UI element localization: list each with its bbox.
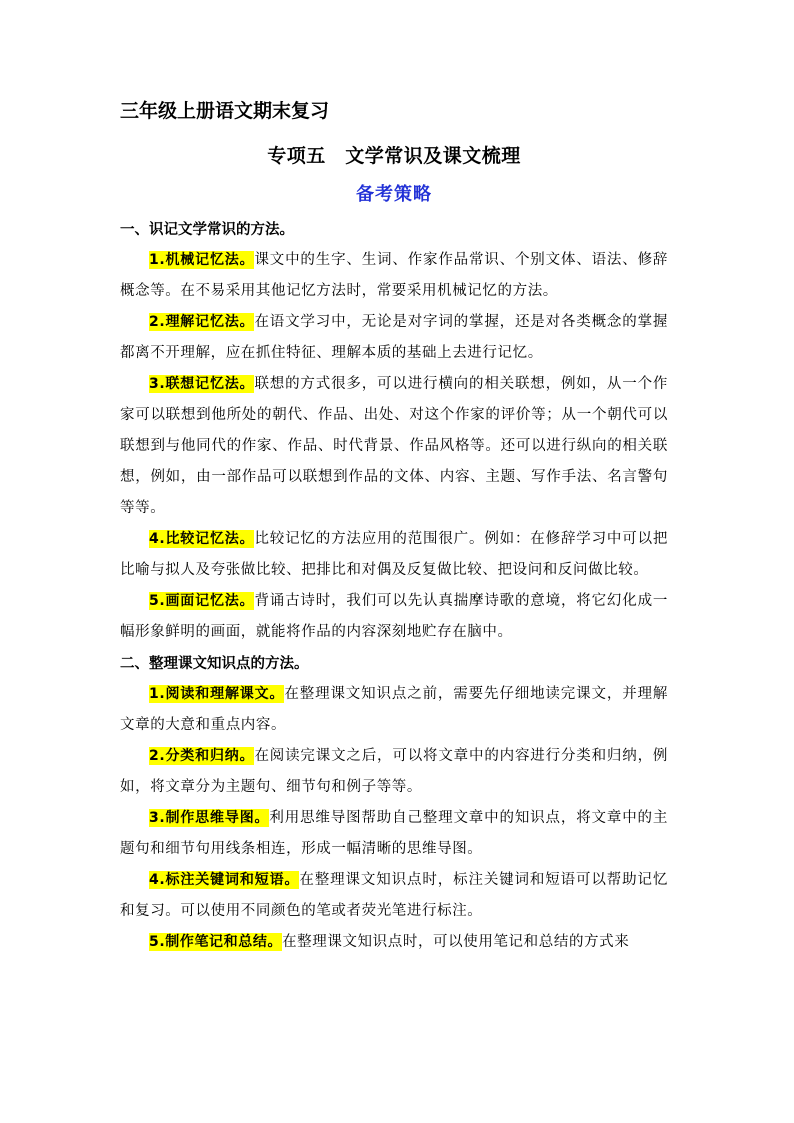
- method-text: 利用思维导图帮助自己整理文章中的知识点，将文章中的主题句和细节句用线条相连，形成一幅清晰的思维导图。: [120, 810, 668, 857]
- part1-item: [120, 245, 668, 307]
- method-text: 在语文学习中，无论是对字词的掌握，还是对各类概念的掌握都离不开理解，应在抓住特征、理解本质的基础上去进行记忆。: [120, 314, 668, 361]
- part1-item: [120, 586, 668, 648]
- method-text: 在阅读完课文之后，可以将文章中的内容进行分类和归纳，例如，将文章分为主题句、细节句和例子等等。: [120, 748, 668, 795]
- method-text: 联想的方式很多，可以进行横向的相关联想，例如，从一个作家可以联想到他所处的朝代、作品、出处、对这个作家的评价等；从一个朝代可以联想到与他同代的作家、作品、时代背景、作品风格等。还可以进行纵向的相关联想，例如，由一部作品可以联想到作品的文体、内容、主题、写作手法、名言警句等等。: [120, 376, 668, 516]
- part1-heading: 一、识记文学常识的方法。: [120, 221, 294, 238]
- part1-item: [120, 307, 668, 369]
- method-label: 2.理解记忆法。: [149, 314, 255, 330]
- method-label: 5.制作笔记和总结。: [149, 934, 283, 950]
- part2-item: [120, 803, 668, 865]
- strategy-title: 备考策略: [356, 184, 432, 205]
- method-label: 3.联想记忆法。: [149, 376, 255, 392]
- document-title: 三年级上册语文期末复习: [120, 100, 330, 122]
- method-text: 在整理课文知识点时，标注关键词和短语可以帮助记忆和复习。可以使用不同颜色的笔或者荧光笔进行标注。: [120, 872, 668, 919]
- part1-item: [120, 369, 668, 524]
- method-label: 3.制作思维导图。: [149, 810, 270, 826]
- method-text: 在整理课文知识点之前，需要先仔细地读完课文，并理解文章的大意和重点内容。: [120, 686, 669, 733]
- part2-item: [120, 679, 668, 741]
- method-label: 4.标注关键词和短语。: [149, 872, 300, 888]
- section-title: 专项五 文学常识及课文梳理: [267, 145, 521, 167]
- document-page: [120, 96, 668, 958]
- part2-heading: 二、整理课文知识点的方法。: [120, 655, 309, 672]
- method-label: 1.机械记忆法。: [149, 252, 255, 268]
- method-text: 课文中的生字、生词、作家作品常识、个别文体、语法、修辞概念等。在不易采用其他记忆方法时，常要采用机械记忆的方法。: [120, 252, 668, 299]
- method-text: 比较记忆的方法应用的范围很广。例如：在修辞学习中可以把比喻与拟人及夸张做比较、把排比和对偶及反复做比较、把设问和反问做比较。: [120, 531, 668, 578]
- method-label: 5.画面记忆法。: [149, 593, 255, 609]
- part2-item: [120, 927, 668, 958]
- method-label: 4.比较记忆法。: [149, 531, 255, 547]
- method-text: 在整理课文知识点时，可以使用笔记和总结的方式来: [282, 934, 630, 950]
- part2-item: [120, 741, 668, 803]
- part2-item: [120, 865, 668, 927]
- method-label: 1.阅读和理解课文。: [149, 686, 285, 702]
- method-label: 2.分类和归纳。: [149, 748, 255, 764]
- method-text: 背诵古诗时，我们可以先认真揣摩诗歌的意境，将它幻化成一幅形象鲜明的画面，就能将作品的内容深刻地贮存在脑中。: [120, 593, 668, 640]
- part1-item: [120, 524, 668, 586]
